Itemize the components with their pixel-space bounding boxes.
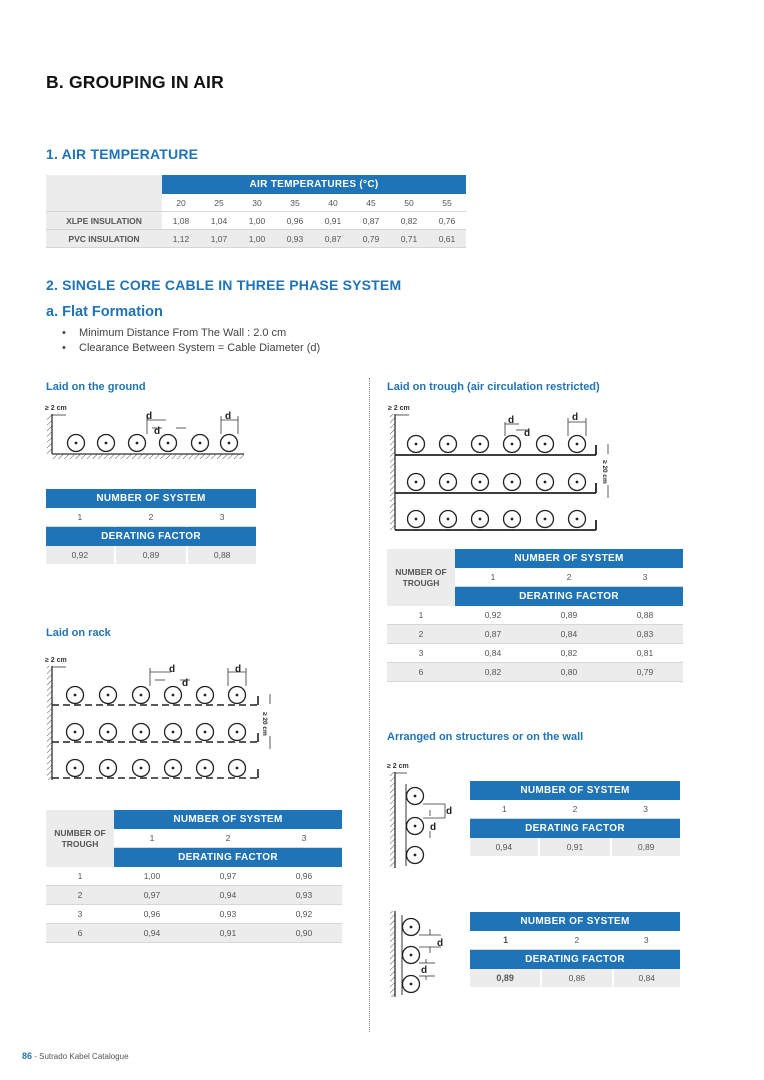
table-cell: 0,97 (114, 886, 190, 905)
table-cell: 0,92 (266, 905, 342, 924)
temp-col: 20 (162, 194, 200, 212)
table-cell: 1,00 (238, 230, 276, 248)
table-row (46, 230, 466, 248)
d-label: d (524, 428, 531, 439)
d-label: d (446, 806, 453, 817)
label-laid-on-ground: Laid on the ground (46, 381, 146, 393)
bullet-item: • Clearance Between System = Cable Diameter (d) (62, 341, 320, 356)
table-cell: 0,82 (455, 663, 531, 682)
column-divider (369, 378, 370, 1032)
wall (390, 414, 395, 530)
trough-header: NUMBER OF TROUGH (46, 810, 114, 867)
table-cell: 3 (387, 644, 455, 663)
table-cell: 3 (187, 508, 256, 527)
table-header: NUMBER OF SYSTEM (455, 549, 683, 568)
ground (52, 454, 244, 459)
table-cell: 0,97 (190, 867, 266, 886)
wall-distance-label: ≥ 2 cm (45, 405, 67, 412)
d-label: d (430, 822, 437, 833)
table-cell: 0,89 (115, 546, 188, 564)
table-cell: 3 (611, 800, 680, 819)
section-title-air-temperature: 1. AIR TEMPERATURE (46, 146, 199, 162)
diagram-structure-2 (385, 907, 465, 999)
table-cell: 2 (46, 886, 114, 905)
table-header: AIR TEMPERATURES (°C) (162, 175, 466, 194)
structure-table-1 (470, 781, 680, 856)
table-cell: 1 (455, 568, 531, 587)
table-cell: 0,71 (390, 230, 428, 248)
row-label: PVC INSULATION (46, 230, 162, 248)
table-cell: 0,82 (390, 212, 428, 230)
diagram-rack (40, 652, 290, 782)
table-corner (46, 175, 162, 194)
diagram-ground (40, 398, 250, 462)
table-cell: 0,89 (531, 606, 607, 625)
table-cell: 3 (613, 931, 680, 950)
table-cell: 2 (539, 800, 612, 819)
table-header: DERATING FACTOR (470, 950, 680, 970)
d-label: d (508, 415, 515, 426)
table-cell: 0,93 (190, 905, 266, 924)
air-temperature-table (46, 175, 466, 248)
table-cell: 0,88 (213, 550, 231, 560)
table-row (387, 625, 683, 644)
wall (390, 772, 395, 868)
wall-distance-label: ≥ 2 cm (387, 763, 409, 770)
footer-text: - Sutrado Kabel Catalogue (32, 1052, 129, 1061)
table-cell: 0,86 (541, 969, 612, 987)
table-cell: 0,89 (637, 842, 655, 852)
table-cell: 6 (46, 924, 114, 943)
table-cell: 0,80 (531, 663, 607, 682)
table-cell: 1 (387, 606, 455, 625)
table-cell: 0,87 (352, 212, 390, 230)
table-cell: 0,87 (314, 230, 352, 248)
table-cell: 0,79 (352, 230, 390, 248)
d-label: d (437, 938, 444, 949)
table-cell: 3 (46, 905, 114, 924)
table-cell: 2 (387, 625, 455, 644)
table-cell: 2 (531, 568, 607, 587)
table-cell: 3 (607, 568, 683, 587)
page-number: 86 (22, 1051, 33, 1061)
table-corner (46, 194, 162, 212)
d-label: d (235, 664, 242, 675)
trough-table (387, 549, 683, 682)
d-label: d (421, 965, 428, 976)
table-cell: 0,89 (470, 969, 541, 987)
table-cell: 0,76 (428, 212, 466, 230)
table-cell: 1 (470, 931, 541, 950)
temp-col: 45 (352, 194, 390, 212)
bullet-list (62, 326, 320, 356)
d-label: d (146, 411, 153, 422)
table-cell: 1 (470, 800, 539, 819)
table-header: DERATING FACTOR (470, 819, 680, 839)
table-cell: 1,00 (114, 867, 190, 886)
row-label: XLPE INSULATION (46, 212, 162, 230)
label-laid-on-rack: Laid on rack (46, 627, 111, 639)
table-cell: 0,84 (531, 625, 607, 644)
spacing-label: ≥ 20 cm (261, 712, 268, 736)
temp-col: 25 (200, 194, 238, 212)
table-cell: 0,91 (314, 212, 352, 230)
table-cell: 0,96 (266, 867, 342, 886)
table-row (46, 212, 466, 230)
table-row (387, 606, 683, 625)
diagram-structure-1 (385, 758, 465, 870)
table-header: DERATING FACTOR (46, 527, 256, 547)
table-row (387, 663, 683, 682)
table-row (46, 886, 342, 905)
table-cell: 0,91 (539, 838, 612, 856)
temp-col: 30 (238, 194, 276, 212)
spacing-label: ≥ 20 cm (601, 460, 608, 484)
table-cell: 6 (387, 663, 455, 682)
table-row (46, 905, 342, 924)
table-cell: 0,81 (607, 644, 683, 663)
d-label: d (572, 412, 579, 423)
table-cell: 1,12 (162, 230, 200, 248)
table-cell: 3 (266, 829, 342, 848)
table-cell: 1,00 (238, 212, 276, 230)
table-cell: 0,91 (190, 924, 266, 943)
temp-col: 55 (428, 194, 466, 212)
table-cell: 0,93 (276, 230, 314, 248)
bullet-item: • Minimum Distance From The Wall : 2.0 cm (62, 326, 320, 341)
table-cell: 1,07 (200, 230, 238, 248)
wall (47, 666, 52, 780)
table-cell: 0,83 (607, 625, 683, 644)
table-header: NUMBER OF SYSTEM (470, 781, 680, 800)
d-label: d (169, 664, 176, 675)
table-header: NUMBER OF SYSTEM (470, 912, 680, 931)
ground-table (46, 489, 256, 564)
subsection-title: a. Flat Formation (46, 304, 163, 320)
table-cell: 0,84 (455, 644, 531, 663)
table-cell: 0,82 (531, 644, 607, 663)
table-cell: 0,93 (266, 886, 342, 905)
table-cell: 1 (114, 829, 190, 848)
table-cell: 0,84 (638, 973, 656, 983)
table-cell: 0,88 (607, 606, 683, 625)
label-arranged-on-structures: Arranged on structures or on the wall (387, 731, 584, 743)
wall (390, 911, 395, 997)
table-cell: 0,94 (470, 838, 539, 856)
d-label: d (225, 411, 232, 422)
table-cell: 1 (46, 508, 115, 527)
page-heading: B. GROUPING IN AIR (46, 72, 224, 92)
table-cell: 0,61 (428, 230, 466, 248)
d-label: d (182, 678, 189, 689)
table-row (46, 867, 342, 886)
table-header: DERATING FACTOR (455, 587, 683, 607)
table-cell: 0,92 (46, 546, 115, 564)
table-cell: 0,92 (455, 606, 531, 625)
wall-distance-label: ≥ 2 cm (388, 405, 410, 412)
table-cell: 0,96 (276, 212, 314, 230)
table-header: NUMBER OF SYSTEM (46, 489, 256, 508)
temp-col: 40 (314, 194, 352, 212)
table-cell: 0,87 (455, 625, 531, 644)
table-cell: 0,90 (266, 924, 342, 943)
section-title-single-core: 2. SINGLE CORE CABLE IN THREE PHASE SYSTEM (46, 277, 402, 293)
structure-table-2 (470, 912, 680, 987)
rack-table (46, 810, 342, 943)
temp-col: 50 (390, 194, 428, 212)
wall-distance-label: ≥ 2 cm (45, 657, 67, 664)
trough-header: NUMBER OF TROUGH (387, 549, 455, 606)
table-row (46, 924, 342, 943)
label-laid-on-trough: Laid on trough (air circulation restricted) (387, 381, 600, 393)
table-cell: 1 (46, 867, 114, 886)
temp-col: 35 (276, 194, 314, 212)
table-cell: 0,94 (190, 886, 266, 905)
wall (47, 414, 52, 454)
table-cell: 2 (541, 931, 612, 950)
table-cell: 1,04 (200, 212, 238, 230)
diagram-trough (384, 400, 624, 532)
d-label: d (154, 426, 161, 437)
table-cell: 2 (115, 508, 188, 527)
page-footer (22, 1051, 129, 1061)
table-cell: 0,96 (114, 905, 190, 924)
table-row (387, 644, 683, 663)
table-header: DERATING FACTOR (114, 848, 342, 868)
table-cell: 0,94 (114, 924, 190, 943)
table-cell: 1,08 (162, 212, 200, 230)
table-cell: 0,79 (607, 663, 683, 682)
table-header: NUMBER OF SYSTEM (114, 810, 342, 829)
table-cell: 2 (190, 829, 266, 848)
